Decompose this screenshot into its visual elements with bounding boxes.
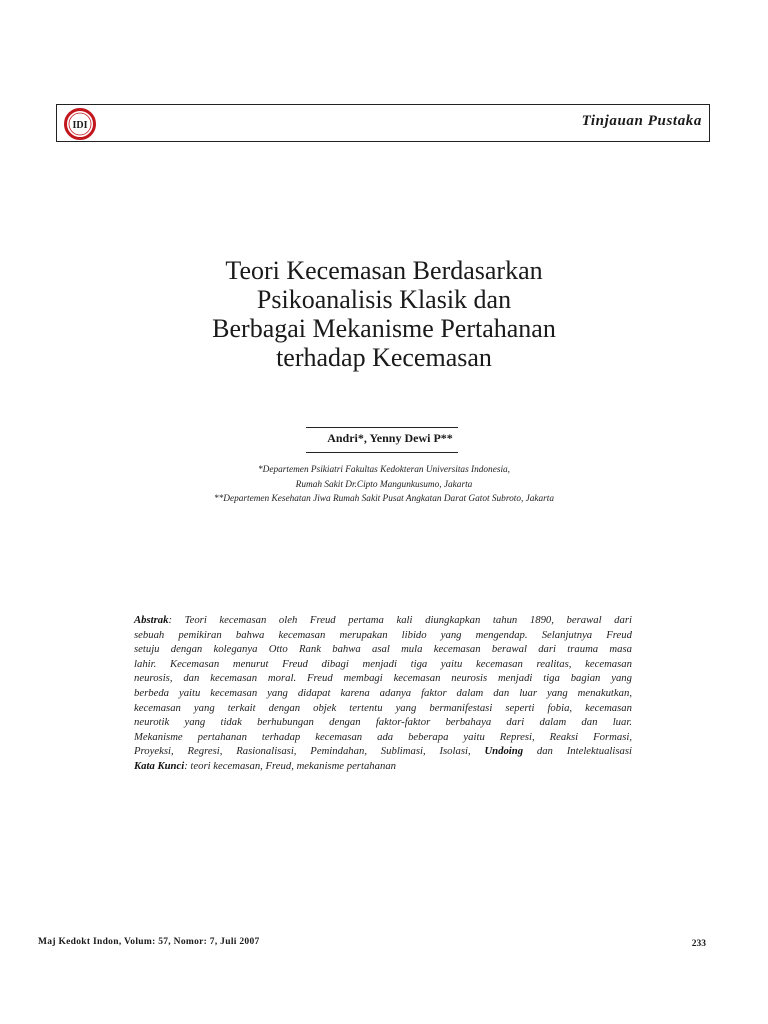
affiliation-2: **Departemen Kesehatan Jiwa Rumah Sakit Pusat Angkatan Darat Gatot Subroto, Jakarta	[213, 494, 555, 504]
abstract-line: neurotik yang tidak berhubungan dengan faktor-faktor berbahaya dari dalam dan luar.	[134, 716, 632, 729]
section-label: Tinjauan Pustaka	[581, 113, 702, 129]
affiliation-1-cont: Rumah Sakit Dr.Cipto Mangunkusumo, Jakarta	[295, 480, 473, 490]
logo-lettering: IDI	[72, 120, 88, 131]
title-line: Psikoanalisis Klasik dan	[256, 285, 512, 314]
abstract-line: neurosis, dan kecemasan moral. Freud membagi kecemasan neurosis menjadi tiga bagian yang	[134, 672, 632, 685]
keywords-label: Kata Kunci	[134, 759, 185, 772]
abstract-label: Abstrak	[134, 614, 169, 626]
keywords-line	[134, 759, 632, 774]
title-line: Teori Kecemasan Berdasarkan	[225, 256, 543, 285]
keywords-text: : teori kecemasan, Freud, mekanisme pertahanan	[184, 759, 397, 772]
article-title	[100, 256, 668, 372]
abstract-line: Mekanisme pertahanan terhadap kecemasan ada beberapa yaitu Represi, Reaksi Formasi,	[134, 730, 632, 743]
author-rule-bottom	[306, 452, 458, 453]
abstract-line: kecemasan yang terkait dengan objek tertentu yang bermanifestasi seperti fobia, kecemasan	[134, 701, 632, 714]
abstract-line: setuju dengan koleganya Otto Rank bahwa asal mula kecemasan berawal dari trauma masa	[134, 643, 632, 656]
journal-citation: Maj Kedokt Indon, Volum: 57, Nomor: 7, Juli 2007	[38, 937, 260, 947]
affiliation-1: *Departemen Psikiatri Fakultas Kedokteran Universitas Indonesia,	[257, 465, 510, 475]
author-rule-top	[306, 427, 458, 428]
authors: Andri*, Yenny Dewi P**	[327, 431, 453, 445]
title-line: Berbagai Mekanisme Pertahanan	[212, 314, 556, 343]
abstract	[134, 613, 632, 774]
abstract-line: lahir. Kecemasan menurut Freud dibagi menjadi tiga yaitu kecemasan realitas, kecemasan	[134, 657, 632, 670]
abstract-line: Proyeksi, Regresi, Rasionalisasi, Pemindahan, Sublimasi, Isolasi, Undoing dan Intelektualisasi	[134, 745, 632, 758]
abstract-line: berbeda yaitu kecemasan yang didapat karena adanya faktor dalam dan luar yang menakutkan,	[134, 686, 632, 699]
abstract-line: sebuah pemikiran bahwa kecemasan merupakan libido yang mengendap. Selanjutnya Freud	[134, 628, 632, 641]
page-number: 233	[691, 939, 706, 949]
abstract-line: Abstrak: Teori kecemasan oleh Freud pertama kali diungkapkan tahun 1890, berawal dari	[134, 614, 632, 626]
idi-logo-icon	[64, 108, 96, 140]
title-line: terhadap Kecemasan	[276, 343, 492, 372]
undoing-term: Undoing	[484, 745, 524, 758]
